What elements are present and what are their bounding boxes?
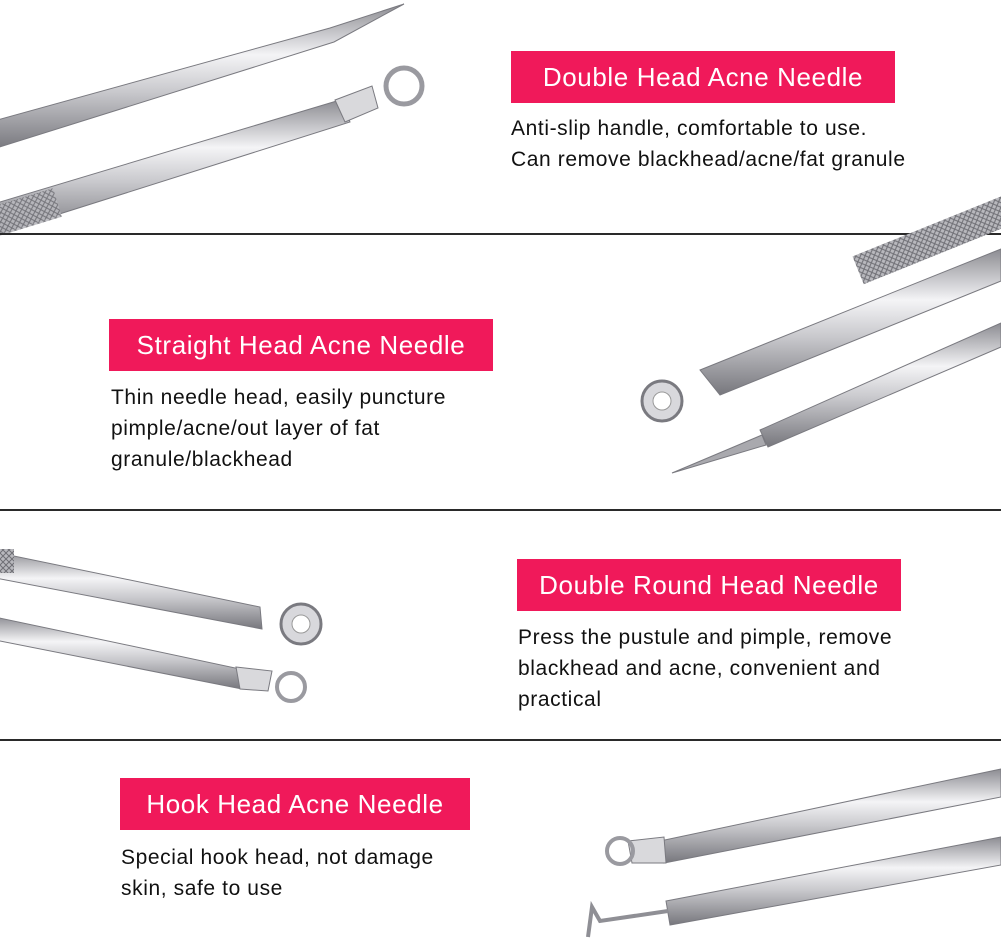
description-line: Anti-slip handle, comfortable to use. — [511, 117, 868, 140]
section-description — [518, 622, 892, 715]
section-title: Double Round Head Needle — [517, 559, 901, 611]
section-double-head — [0, 0, 1001, 234]
description-line: pimple/acne/out layer of fat — [111, 417, 380, 440]
description-line: Special hook head, not damage — [121, 846, 434, 869]
description-line: blackhead and acne, convenient and — [518, 657, 881, 680]
section-title: Double Head Acne Needle — [511, 51, 895, 103]
section-title: Straight Head Acne Needle — [109, 319, 493, 371]
hook-head-needle-image — [580, 741, 1001, 943]
description-line: Thin needle head, easily puncture — [111, 386, 447, 409]
section-double-round — [0, 511, 1001, 739]
double-round-needle-image — [0, 511, 340, 739]
description-line: granule/blackhead — [111, 448, 293, 471]
description-line: Press the pustule and pimple, remove — [518, 626, 893, 649]
double-head-needle-image — [0, 0, 440, 234]
section-description — [111, 382, 446, 475]
description-line: Can remove blackhead/acne/fat granule — [511, 148, 906, 171]
section-hook-head — [0, 741, 1001, 943]
straight-needle-tool — [0, 4, 404, 150]
section-straight-head — [0, 235, 1001, 509]
section-title: Hook Head Acne Needle — [120, 778, 470, 830]
loop-needle-tool — [0, 68, 422, 237]
straight-head-needle-image — [620, 235, 1001, 509]
description-line: practical — [518, 688, 602, 711]
description-line: skin, safe to use — [121, 877, 283, 900]
section-description — [121, 842, 434, 904]
section-description — [511, 113, 906, 175]
